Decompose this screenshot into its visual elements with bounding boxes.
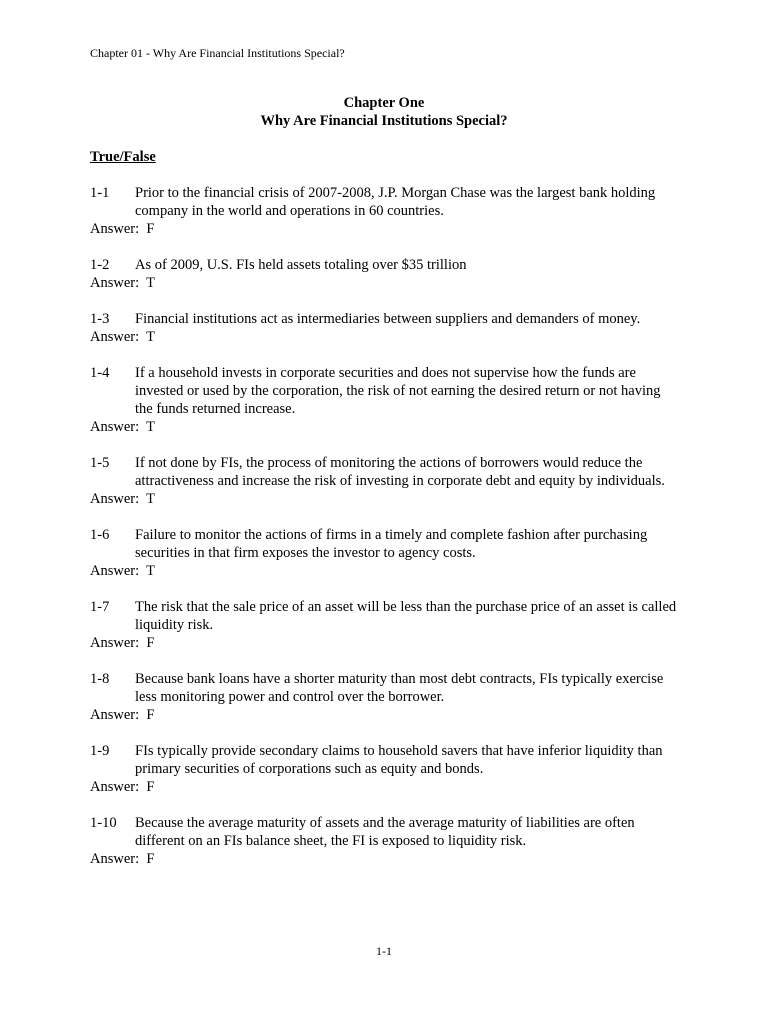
page-number: 1-1	[376, 944, 392, 958]
answer-label: Answer:	[90, 563, 140, 579]
question-item	[90, 814, 680, 868]
answer-label: Answer:	[90, 419, 140, 435]
chapter-title: Chapter One	[343, 95, 425, 111]
section-heading: True/False	[90, 149, 156, 165]
question-text: Failure to monitor the actions of firms in a timely and complete fashion after purchasing securities in that firm exposes the investor to agency costs.	[135, 527, 648, 561]
question-text: If a household invests in corporate securities and does not supervise how the funds are invested or used by the corporation, the risk of not earning the desired return or not having the funds returned increase.	[135, 365, 661, 417]
question-item	[90, 742, 680, 796]
question-number: 1-7	[90, 599, 110, 615]
answer-label: Answer:	[90, 635, 140, 651]
answer-value: T	[146, 491, 155, 507]
answer-value: T	[146, 329, 155, 345]
answer-line	[90, 490, 680, 508]
question-number: 1-10	[90, 815, 117, 831]
question-number: 1-5	[90, 455, 110, 471]
question-text: Prior to the financial crisis of 2007-2008, J.P. Morgan Chase was the largest bank holding company in the world and operations in 60 countries.	[135, 185, 656, 219]
answer-label: Answer:	[90, 779, 140, 795]
chapter-subtitle: Why Are Financial Institutions Special?	[260, 113, 508, 129]
question-item	[90, 310, 680, 346]
question-number: 1-9	[90, 743, 110, 759]
answer-value: F	[146, 707, 155, 723]
question-item	[90, 598, 680, 652]
question-item	[90, 184, 680, 238]
question-number: 1-6	[90, 527, 110, 543]
answer-line	[90, 634, 680, 652]
question-item	[90, 364, 680, 436]
answer-label: Answer:	[90, 491, 140, 507]
question-item	[90, 526, 680, 580]
question-text: FIs typically provide secondary claims to household savers that have inferior liquidity than primary securities of corporations such as equity and bonds.	[135, 743, 663, 777]
answer-value: T	[146, 563, 155, 579]
question-list	[90, 184, 680, 886]
answer-line	[90, 706, 680, 724]
question-text: Because bank loans have a shorter maturity than most debt contracts, FIs typically exercise less monitoring power and control over the borrower.	[135, 671, 664, 705]
question-number: 1-1	[90, 185, 110, 201]
question-text: Financial institutions act as intermediaries between suppliers and demanders of money.	[135, 311, 641, 327]
answer-value: F	[146, 851, 155, 867]
question-item	[90, 670, 680, 724]
answer-line	[90, 562, 680, 580]
question-text: The risk that the sale price of an asset will be less than the purchase price of an asset is called liquidity risk.	[135, 599, 677, 633]
question-text: As of 2009, U.S. FIs held assets totaling over $35 trillion	[135, 257, 467, 273]
question-item	[90, 256, 680, 292]
running-header: Chapter 01 - Why Are Financial Institutions Special?	[90, 46, 345, 60]
answer-value: T	[146, 275, 155, 291]
question-number: 1-2	[90, 257, 110, 273]
answer-label: Answer:	[90, 275, 140, 291]
answer-line	[90, 418, 680, 436]
answer-value: F	[146, 221, 155, 237]
answer-label: Answer:	[90, 707, 140, 723]
question-number: 1-8	[90, 671, 110, 687]
question-number: 1-3	[90, 311, 110, 327]
question-number: 1-4	[90, 365, 110, 381]
answer-value: F	[146, 635, 155, 651]
answer-label: Answer:	[90, 329, 140, 345]
answer-value: F	[146, 779, 155, 795]
answer-line	[90, 220, 680, 238]
question-text: Because the average maturity of assets and the average maturity of liabilities are often different on an FIs balance sheet, the FI is exposed to liquidity risk.	[135, 815, 635, 849]
question-item	[90, 454, 680, 508]
answer-line	[90, 274, 680, 292]
answer-value: T	[146, 419, 155, 435]
chapter-title-block	[0, 94, 768, 130]
answer-line	[90, 778, 680, 796]
question-text: If not done by FIs, the process of monitoring the actions of borrowers would reduce the attractiveness and increase the risk of investing in corporate debt and equity by individuals.	[135, 455, 665, 489]
answer-line	[90, 328, 680, 346]
answer-line	[90, 850, 680, 868]
answer-label: Answer:	[90, 221, 140, 237]
answer-label: Answer:	[90, 851, 140, 867]
